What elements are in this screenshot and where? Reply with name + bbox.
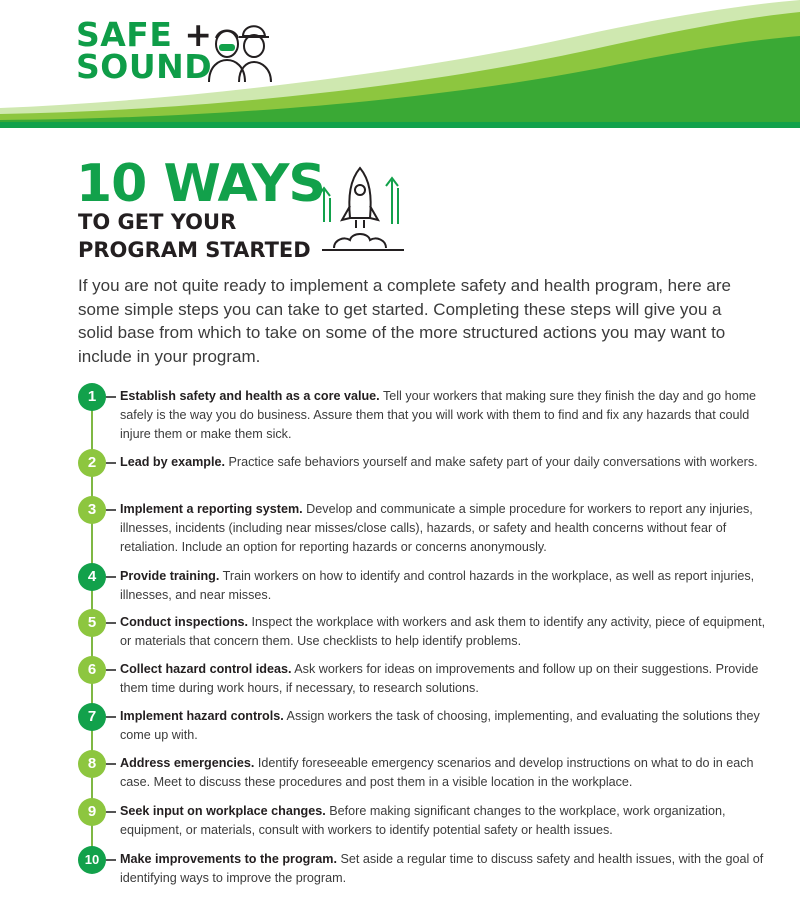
step-text: Make improvements to the program. Set aside a regular time to discuss safety and health issues, with the goal of identifying ways to improve the program. bbox=[120, 852, 764, 885]
intro-paragraph: If you are not quite ready to implement a complete safety and health program, here are some simple steps you can take to get started. Completing these steps will give you a solid base from which to take on some of the more structured actions you may want to include in your program. bbox=[78, 276, 731, 366]
connector-dash bbox=[106, 716, 116, 718]
rocket-icon bbox=[312, 162, 412, 258]
step-number-badge: 5 bbox=[78, 609, 106, 637]
step-text: Establish safety and health as a core value. Tell your workers that making sure they finish the day and go home safely is the way you do business. Assure them that you will work with them to find and fix any hazards that could injure them or make them sick. bbox=[120, 389, 757, 441]
step-number-badge: 3 bbox=[78, 496, 106, 524]
step-number-badge: 7 bbox=[78, 703, 106, 731]
step-number-badge: 9 bbox=[78, 798, 106, 826]
connector-dash bbox=[106, 669, 116, 671]
connector-dash bbox=[106, 462, 116, 464]
connector-dash bbox=[106, 396, 116, 398]
workers-icon bbox=[205, 14, 285, 84]
step-text: Address emergencies. Identify foreseeable emergency scenarios and develop instructions on what to do in each case. Meet to discuss these procedures and post them in a visible location in the workplace. bbox=[120, 756, 754, 789]
connector-dash bbox=[106, 859, 116, 861]
logo-safe: SAFE + bbox=[76, 15, 213, 54]
page-subtitle-line2: PROGRAM STARTED bbox=[78, 238, 311, 262]
logo-sound: SOUND bbox=[76, 47, 213, 86]
step-text: Provide training. Train workers on how to identify and control hazards in the workplace, as well as report injuries, illnesses, and near misses. bbox=[120, 569, 755, 602]
step-number-badge: 4 bbox=[78, 563, 106, 591]
step-text: Lead by example. Practice safe behaviors yourself and make safety part of your daily conversations with workers. bbox=[120, 455, 758, 469]
step-text: Implement a reporting system. Develop and communicate a simple procedure for workers to report any injuries, illnesses, incidents (including near misses/close calls), hazards, or safety and health concerns without fear of retaliation. Include an option for reporting hazards or concerns anonymously. bbox=[120, 502, 753, 554]
step-text: Conduct inspections. Inspect the workplace with workers and ask them to identify any activity, piece of equipment, or materials that concern them. Use checklists to help identify problems. bbox=[120, 615, 766, 648]
step-text: Seek input on workplace changes. Before making significant changes to the workplace, work organization, equipment, or materials, consult with workers to identify potential safety or health issues. bbox=[120, 804, 726, 837]
step-number-badge: 6 bbox=[78, 656, 106, 684]
step-number-badge: 1 bbox=[78, 383, 106, 411]
step-number-badge: 10 bbox=[78, 846, 106, 874]
connector-dash bbox=[106, 509, 116, 511]
connector-dash bbox=[106, 811, 116, 813]
page-title: 10 WAYS bbox=[76, 154, 325, 214]
connector-dash bbox=[106, 763, 116, 765]
page-subtitle-line1: TO GET YOUR bbox=[78, 210, 237, 234]
step-number-badge: 8 bbox=[78, 750, 106, 778]
logo-plus: + bbox=[184, 15, 213, 54]
step-text: Implement hazard controls. Assign workers the task of choosing, implementing, and evaluating the solutions they come up with. bbox=[120, 709, 760, 742]
connector-dash bbox=[106, 622, 116, 624]
step-text: Collect hazard control ideas. Ask workers for ideas on improvements and follow up on their suggestions. Provide them time during work hours, if necessary, to research solutions. bbox=[120, 662, 759, 695]
connector-dash bbox=[106, 576, 116, 578]
step-number-badge: 2 bbox=[78, 449, 106, 477]
